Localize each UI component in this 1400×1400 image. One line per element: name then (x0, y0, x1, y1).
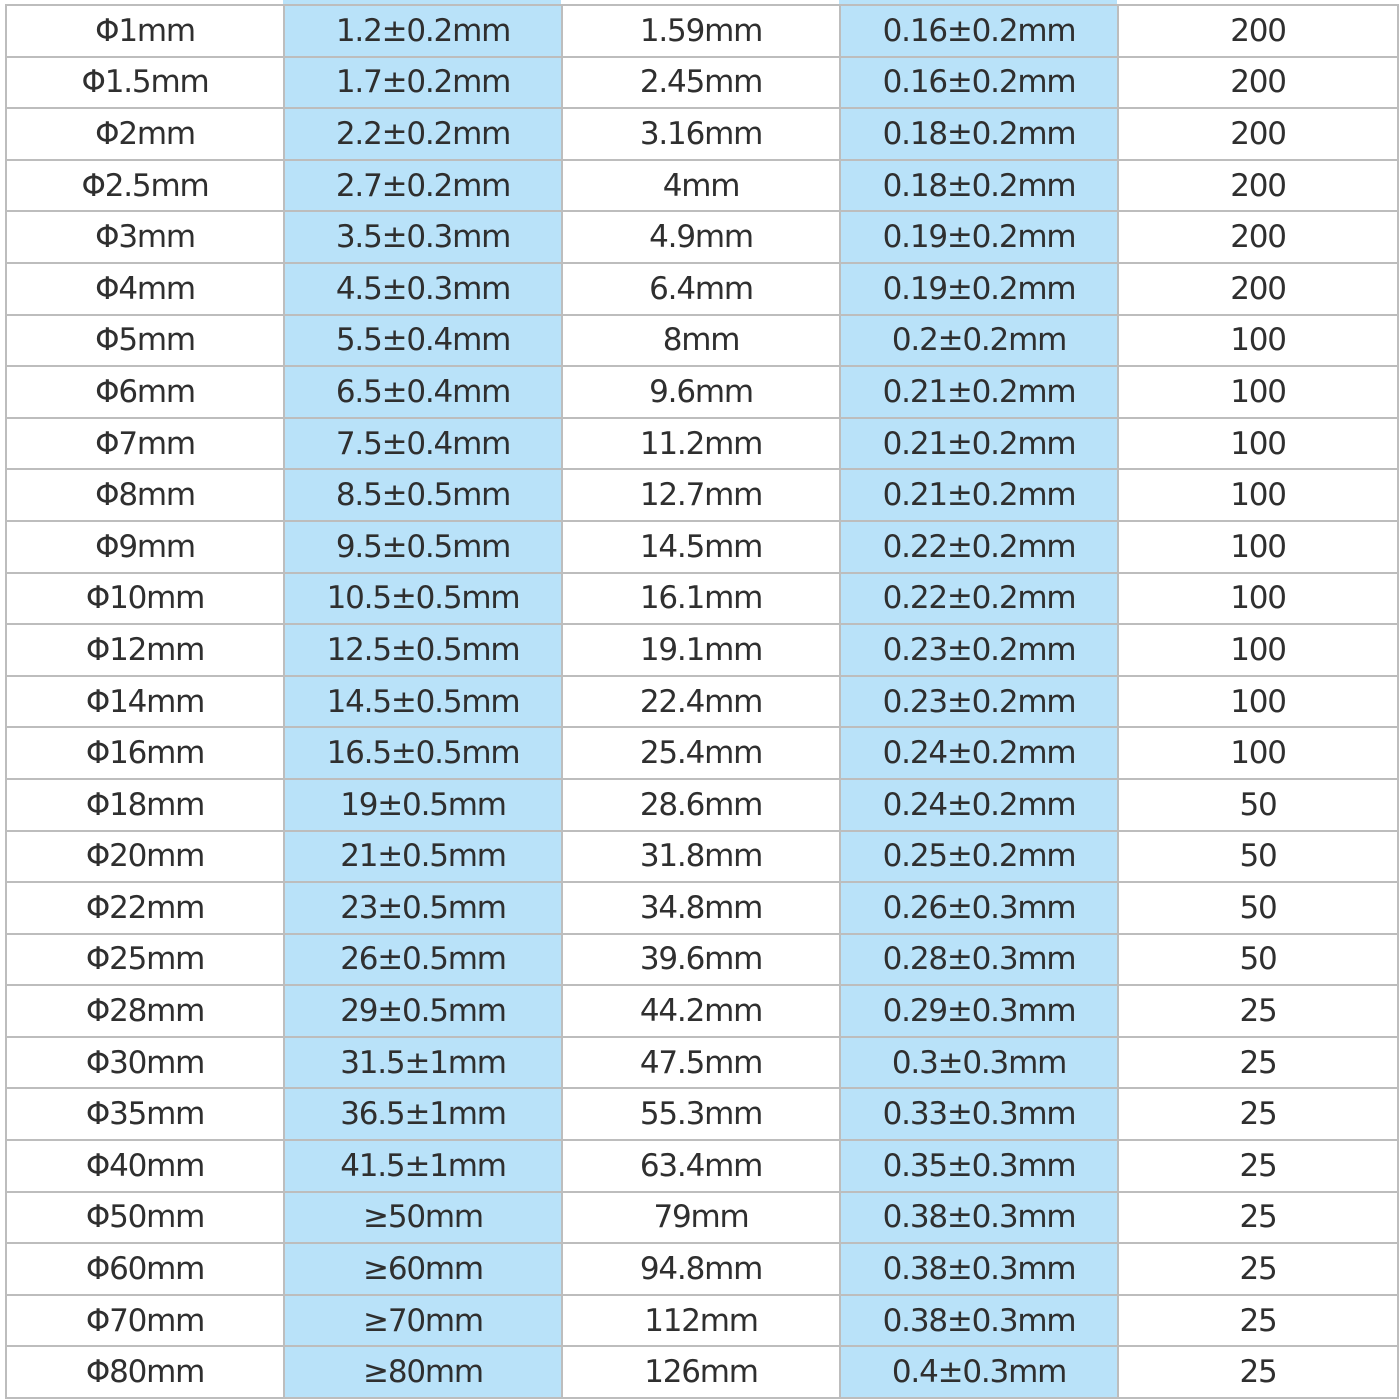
size-cell: 22.4mm (562, 676, 840, 728)
diameter-cell: Φ7mm (6, 418, 284, 470)
tolerance-cell: 23±0.5mm (284, 882, 562, 934)
table-row (6, 573, 1398, 625)
size-cell: 55.3mm (562, 1088, 840, 1140)
thickness-cell: 0.19±0.2mm (840, 263, 1118, 315)
table-row (6, 366, 1398, 418)
quantity-cell: 100 (1118, 366, 1398, 418)
tolerance-cell: 2.2±0.2mm (284, 108, 562, 160)
quantity-cell: 25 (1118, 985, 1398, 1037)
tolerance-cell: 14.5±0.5mm (284, 676, 562, 728)
table-row (6, 469, 1398, 521)
table-row (6, 1088, 1398, 1140)
size-cell: 112mm (562, 1295, 840, 1347)
table-row (6, 1243, 1398, 1295)
table-row (6, 263, 1398, 315)
quantity-cell: 100 (1118, 676, 1398, 728)
tolerance-cell: 8.5±0.5mm (284, 469, 562, 521)
size-spec-table (5, 4, 1399, 1399)
quantity-cell: 25 (1118, 1088, 1398, 1140)
tolerance-cell: 5.5±0.4mm (284, 315, 562, 367)
tolerance-cell: 41.5±1mm (284, 1140, 562, 1192)
diameter-cell: Φ5mm (6, 315, 284, 367)
quantity-cell: 100 (1118, 573, 1398, 625)
tolerance-cell: 6.5±0.4mm (284, 366, 562, 418)
thickness-cell: 0.18±0.2mm (840, 160, 1118, 212)
quantity-cell: 200 (1118, 263, 1398, 315)
tolerance-cell: ≥50mm (284, 1192, 562, 1244)
size-cell: 12.7mm (562, 469, 840, 521)
thickness-cell: 0.28±0.3mm (840, 934, 1118, 986)
tolerance-cell: 16.5±0.5mm (284, 727, 562, 779)
tolerance-cell: 12.5±0.5mm (284, 624, 562, 676)
tolerance-cell: 3.5±0.3mm (284, 211, 562, 263)
diameter-cell: Φ22mm (6, 882, 284, 934)
table-row (6, 315, 1398, 367)
diameter-cell: Φ20mm (6, 831, 284, 883)
thickness-cell: 0.23±0.2mm (840, 624, 1118, 676)
tolerance-cell: 21±0.5mm (284, 831, 562, 883)
diameter-cell: Φ10mm (6, 573, 284, 625)
thickness-cell: 0.22±0.2mm (840, 573, 1118, 625)
size-cell: 34.8mm (562, 882, 840, 934)
diameter-cell: Φ6mm (6, 366, 284, 418)
thickness-cell: 0.21±0.2mm (840, 469, 1118, 521)
size-cell: 94.8mm (562, 1243, 840, 1295)
table-row (6, 418, 1398, 470)
thickness-cell: 0.29±0.3mm (840, 985, 1118, 1037)
thickness-cell: 0.38±0.3mm (840, 1243, 1118, 1295)
thickness-cell: 0.35±0.3mm (840, 1140, 1118, 1192)
thickness-cell: 0.25±0.2mm (840, 831, 1118, 883)
thickness-cell: 0.18±0.2mm (840, 108, 1118, 160)
tolerance-cell: 10.5±0.5mm (284, 573, 562, 625)
thickness-cell: 0.22±0.2mm (840, 521, 1118, 573)
thickness-cell: 0.26±0.3mm (840, 882, 1118, 934)
tolerance-cell: ≥70mm (284, 1295, 562, 1347)
table-row (6, 985, 1398, 1037)
quantity-cell: 200 (1118, 160, 1398, 212)
diameter-cell: Φ35mm (6, 1088, 284, 1140)
quantity-cell: 100 (1118, 315, 1398, 367)
quantity-cell: 50 (1118, 779, 1398, 831)
thickness-cell: 0.38±0.3mm (840, 1192, 1118, 1244)
quantity-cell: 200 (1118, 5, 1398, 57)
size-cell: 4.9mm (562, 211, 840, 263)
tolerance-cell: 9.5±0.5mm (284, 521, 562, 573)
table-row (6, 1346, 1398, 1398)
table-row (6, 727, 1398, 779)
quantity-cell: 25 (1118, 1037, 1398, 1089)
table-row (6, 160, 1398, 212)
size-cell: 44.2mm (562, 985, 840, 1037)
size-cell: 2.45mm (562, 57, 840, 109)
tolerance-cell: 19±0.5mm (284, 779, 562, 831)
thickness-cell: 0.16±0.2mm (840, 57, 1118, 109)
diameter-cell: Φ3mm (6, 211, 284, 263)
diameter-cell: Φ1mm (6, 5, 284, 57)
tolerance-cell: 7.5±0.4mm (284, 418, 562, 470)
size-cell: 19.1mm (562, 624, 840, 676)
quantity-cell: 25 (1118, 1140, 1398, 1192)
tolerance-cell: 1.2±0.2mm (284, 5, 562, 57)
quantity-cell: 25 (1118, 1346, 1398, 1398)
diameter-cell: Φ2mm (6, 108, 284, 160)
quantity-cell: 25 (1118, 1243, 1398, 1295)
diameter-cell: Φ14mm (6, 676, 284, 728)
thickness-cell: 0.23±0.2mm (840, 676, 1118, 728)
size-cell: 28.6mm (562, 779, 840, 831)
thickness-cell: 0.4±0.3mm (840, 1346, 1118, 1398)
quantity-cell: 200 (1118, 57, 1398, 109)
diameter-cell: Φ18mm (6, 779, 284, 831)
tolerance-cell: 2.7±0.2mm (284, 160, 562, 212)
tolerance-cell: 31.5±1mm (284, 1037, 562, 1089)
diameter-cell: Φ16mm (6, 727, 284, 779)
quantity-cell: 50 (1118, 831, 1398, 883)
table-row (6, 1192, 1398, 1244)
diameter-cell: Φ12mm (6, 624, 284, 676)
table-row (6, 5, 1398, 57)
size-cell: 79mm (562, 1192, 840, 1244)
diameter-cell: Φ50mm (6, 1192, 284, 1244)
size-cell: 9.6mm (562, 366, 840, 418)
table-row (6, 57, 1398, 109)
tolerance-cell: 29±0.5mm (284, 985, 562, 1037)
quantity-cell: 100 (1118, 521, 1398, 573)
quantity-cell: 200 (1118, 108, 1398, 160)
thickness-cell: 0.16±0.2mm (840, 5, 1118, 57)
quantity-cell: 25 (1118, 1295, 1398, 1347)
diameter-cell: Φ70mm (6, 1295, 284, 1347)
diameter-cell: Φ4mm (6, 263, 284, 315)
diameter-cell: Φ8mm (6, 469, 284, 521)
tolerance-cell: ≥80mm (284, 1346, 562, 1398)
size-cell: 31.8mm (562, 831, 840, 883)
table-row (6, 934, 1398, 986)
quantity-cell: 100 (1118, 727, 1398, 779)
size-cell: 1.59mm (562, 5, 840, 57)
diameter-cell: Φ25mm (6, 934, 284, 986)
tolerance-cell: 36.5±1mm (284, 1088, 562, 1140)
tolerance-cell: 1.7±0.2mm (284, 57, 562, 109)
thickness-cell: 0.33±0.3mm (840, 1088, 1118, 1140)
diameter-cell: Φ30mm (6, 1037, 284, 1089)
quantity-cell: 100 (1118, 624, 1398, 676)
quantity-cell: 100 (1118, 418, 1398, 470)
size-cell: 3.16mm (562, 108, 840, 160)
tolerance-cell: 4.5±0.3mm (284, 263, 562, 315)
table-row (6, 624, 1398, 676)
quantity-cell: 50 (1118, 934, 1398, 986)
table-row (6, 521, 1398, 573)
size-cell: 25.4mm (562, 727, 840, 779)
diameter-cell: Φ80mm (6, 1346, 284, 1398)
quantity-cell: 50 (1118, 882, 1398, 934)
thickness-cell: 0.21±0.2mm (840, 366, 1118, 418)
thickness-cell: 0.3±0.3mm (840, 1037, 1118, 1089)
diameter-cell: Φ2.5mm (6, 160, 284, 212)
thickness-cell: 0.2±0.2mm (840, 315, 1118, 367)
size-cell: 11.2mm (562, 418, 840, 470)
size-cell: 47.5mm (562, 1037, 840, 1089)
size-cell: 8mm (562, 315, 840, 367)
table-row (6, 779, 1398, 831)
table-row (6, 1037, 1398, 1089)
table-row (6, 1295, 1398, 1347)
table-row (6, 676, 1398, 728)
size-cell: 14.5mm (562, 521, 840, 573)
thickness-cell: 0.19±0.2mm (840, 211, 1118, 263)
size-cell: 63.4mm (562, 1140, 840, 1192)
size-cell: 126mm (562, 1346, 840, 1398)
diameter-cell: Φ1.5mm (6, 57, 284, 109)
size-cell: 39.6mm (562, 934, 840, 986)
table-row (6, 1140, 1398, 1192)
quantity-cell: 100 (1118, 469, 1398, 521)
diameter-cell: Φ40mm (6, 1140, 284, 1192)
diameter-cell: Φ9mm (6, 521, 284, 573)
size-cell: 6.4mm (562, 263, 840, 315)
thickness-cell: 0.24±0.2mm (840, 727, 1118, 779)
diameter-cell: Φ60mm (6, 1243, 284, 1295)
quantity-cell: 25 (1118, 1192, 1398, 1244)
table-row (6, 831, 1398, 883)
tolerance-cell: ≥60mm (284, 1243, 562, 1295)
thickness-cell: 0.21±0.2mm (840, 418, 1118, 470)
size-spec-table-body (6, 5, 1398, 1398)
quantity-cell: 200 (1118, 211, 1398, 263)
thickness-cell: 0.38±0.3mm (840, 1295, 1118, 1347)
table-row (6, 882, 1398, 934)
size-cell: 16.1mm (562, 573, 840, 625)
tolerance-cell: 26±0.5mm (284, 934, 562, 986)
table-row (6, 211, 1398, 263)
size-cell: 4mm (562, 160, 840, 212)
table-row (6, 108, 1398, 160)
diameter-cell: Φ28mm (6, 985, 284, 1037)
thickness-cell: 0.24±0.2mm (840, 779, 1118, 831)
